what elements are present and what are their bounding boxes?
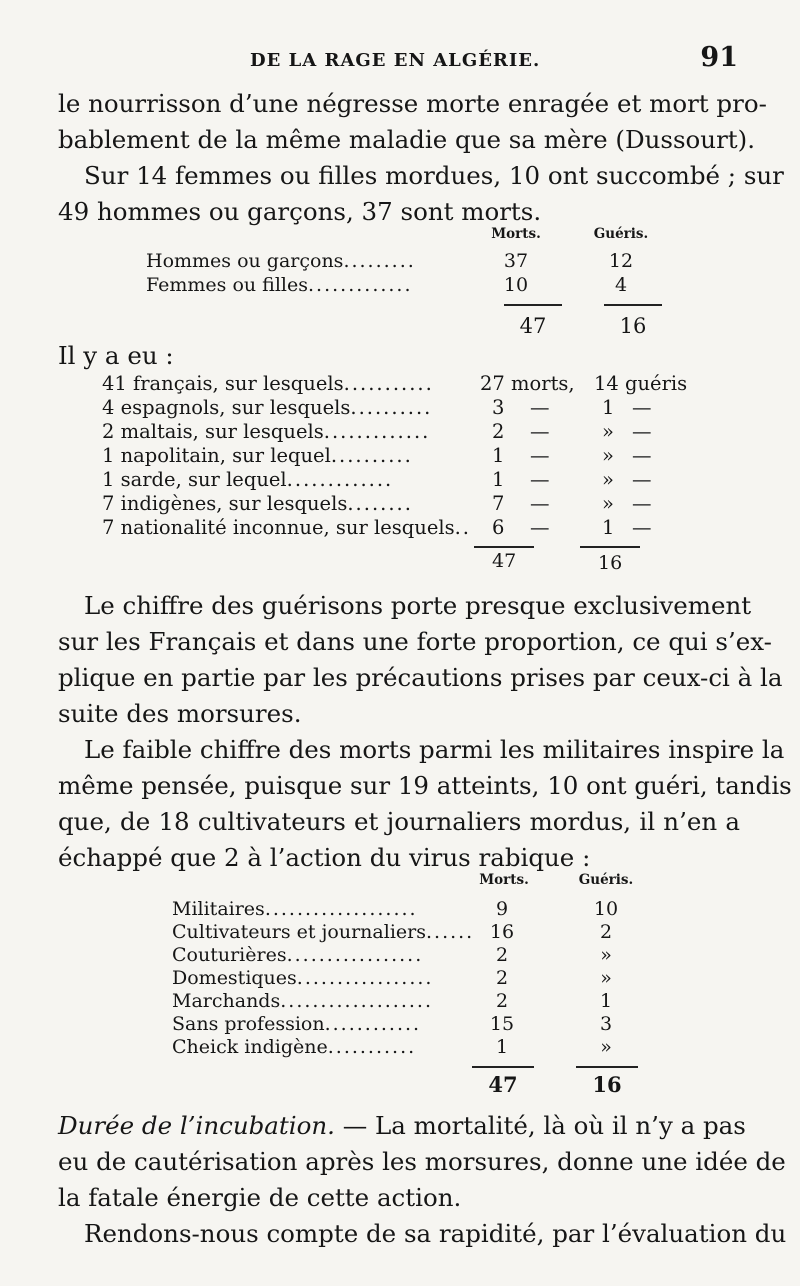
row-label: Militaires [172, 898, 265, 920]
total-morts: 47 [488, 1072, 518, 1097]
cell-gueris: » [602, 420, 614, 443]
table-row: Militaires................... 9 10 [172, 898, 652, 922]
total-rule [576, 1066, 638, 1068]
dash: — [632, 492, 652, 515]
dash: — [530, 516, 550, 539]
text-line: eu de cautérisation après les morsures, donne une idée de [58, 1147, 786, 1176]
cell-gueris: » [602, 468, 614, 491]
row-label: 7 indigènes, sur lesquels [102, 492, 348, 515]
row-label: Cheick indigène [172, 1036, 328, 1058]
table-row: 4 espagnols, sur lesquels.......... 3 — 1 — [102, 396, 652, 419]
cell-morts: 3 [492, 396, 505, 419]
cell-gueris: 1 [602, 396, 615, 419]
table-row: Marchands................... 2 1 [172, 990, 652, 1014]
total-rule [472, 1066, 534, 1068]
text-line: 49 hommes ou garçons, 37 sont morts. [58, 197, 542, 226]
row-label: Hommes ou garçons [146, 250, 344, 272]
table-row: 2 maltais, sur lesquels............. 2 — » — [102, 420, 652, 443]
row-label: Cultivateurs et journaliers [172, 921, 426, 943]
table-row: 7 nationalité inconnue, sur lesquels.. 6 — 1 — [102, 516, 652, 539]
cell-morts: 7 [492, 492, 505, 515]
cell-morts: 2 [492, 420, 505, 443]
cell-gueris: » [600, 1036, 612, 1058]
col-header-gueris: Guéris. [578, 872, 634, 888]
table-professions [172, 870, 652, 1100]
page-header [58, 42, 738, 82]
table-row: 41 français, sur lesquels........... 27 morts, 14 guéris [102, 372, 688, 395]
text-line: Sur 14 femmes ou filles mordues, 10 ont succombé ; sur [84, 161, 784, 190]
table-sex [146, 222, 666, 342]
cell-gueris: 1 [602, 516, 615, 539]
col-header-gueris: Guéris. [593, 226, 649, 242]
text-line: même pensée, puisque sur 19 atteints, 10 ont guéri, tandis [58, 771, 792, 800]
row-label: 1 sarde, sur lequel [102, 468, 287, 491]
text-span: — La mortalité, là où il n’y a pas [334, 1111, 746, 1140]
row-label: 41 français, sur lesquels [102, 372, 344, 395]
total-morts: 47 [492, 550, 517, 572]
total-gueris: 16 [592, 1072, 622, 1097]
dash: — [530, 420, 550, 443]
row-label: 7 nationalité inconnue, sur lesquels [102, 516, 455, 539]
text-line: suite des morsures. [58, 699, 302, 728]
row-label: Couturières [172, 944, 287, 966]
row-label: 4 espagnols, sur lesquels [102, 396, 351, 419]
row-label: Domestiques [172, 967, 297, 989]
cell-gueris: 12 [608, 250, 634, 272]
text-line: Le chiffre des guérisons porte presque exclusivement [84, 591, 752, 620]
col-header-morts: Morts. [479, 872, 529, 888]
text-line: la fatale énergie de cette action. [58, 1183, 462, 1212]
text-line: Il y a eu : [58, 341, 174, 370]
dash: — [632, 396, 652, 419]
table-nationalities [102, 372, 702, 572]
text-line: bablement de la même maladie que sa mère (Dussourt). [58, 125, 755, 154]
cell-morts: 6 [492, 516, 505, 539]
row-label: Marchands [172, 990, 281, 1012]
row-label: Sans profession [172, 1013, 325, 1035]
cell-gueris: 1 [599, 990, 613, 1012]
cell-gueris: 2 [599, 921, 613, 943]
section-heading: Durée de l’incubation. [58, 1111, 335, 1140]
table-row: 1 sarde, sur lequel............. 1 — » — [102, 468, 652, 491]
page-number: 91 [700, 42, 738, 73]
text-line: que, de 18 cultivateurs et journaliers mordus, il n’en a [58, 807, 740, 836]
cell-morts: 2 [495, 967, 509, 989]
table-row: Hommes ou garçons......... 37 12 [146, 250, 666, 274]
cell-morts: 15 [489, 1013, 515, 1035]
table-row: 1 napolitain, sur lequel.......... 1 — » — [102, 444, 652, 467]
table-row: Couturières................. 2 » [172, 944, 652, 968]
cell-gueris: 4 [614, 274, 628, 296]
dash: — [530, 492, 550, 515]
cell-morts: 10 [503, 274, 529, 296]
table-row: Cultivateurs et journaliers...... 16 2 [172, 921, 652, 945]
dash: — [632, 420, 652, 443]
total-rule [474, 546, 534, 548]
total-rule [504, 304, 562, 306]
cell-morts: 2 [495, 944, 509, 966]
text-line: échappé que 2 à l’action du virus rabique : [58, 843, 591, 872]
row-label: Femmes ou filles [146, 274, 308, 296]
text-line [58, 1108, 746, 1144]
running-title: DE LA RAGE EN ALGÉRIE. [250, 50, 541, 71]
total-rule [580, 546, 640, 548]
cell-morts: 16 [489, 921, 515, 943]
row-label: 1 napolitain, sur lequel [102, 444, 331, 467]
total-morts: 47 [519, 314, 547, 338]
cell-morts: 37 [503, 250, 529, 272]
table-row: 7 indigènes, sur lesquels........ 7 — » — [102, 492, 652, 515]
cell-gueris: » [602, 492, 614, 515]
text-line: Rendons-nous compte de sa rapidité, par l’évaluation du [84, 1219, 787, 1248]
table-row: Femmes ou filles............. 10 4 [146, 274, 666, 298]
cell-morts: 1 [492, 468, 505, 491]
text-line: plique en partie par les précautions prises par ceux-ci à la [58, 663, 783, 692]
text-line: le nourrisson d’une négresse morte enragée et mort pro- [58, 89, 767, 118]
dash: — [632, 468, 652, 491]
text-line: sur les Français et dans une forte proportion, ce qui s’ex- [58, 627, 772, 656]
table-row: Sans profession............ 15 3 [172, 1013, 652, 1037]
cell-gueris: 3 [599, 1013, 613, 1035]
row-label: 2 maltais, sur lesquels [102, 420, 324, 443]
cell-gueris: » [600, 944, 612, 966]
total-rule [604, 304, 662, 306]
dash: — [632, 516, 652, 539]
table-row: Domestiques................. 2 » [172, 967, 652, 991]
cell-morts: 1 [495, 1036, 509, 1058]
text-line: Le faible chiffre des morts parmi les militaires inspire la [84, 735, 785, 764]
dash: — [530, 444, 550, 467]
total-gueris: 16 [619, 314, 647, 338]
dash: — [632, 444, 652, 467]
table-row: Cheick indigène........... 1 » [172, 1036, 652, 1060]
cell-gueris: » [602, 444, 614, 467]
dash: — [530, 468, 550, 491]
dash: — [530, 396, 550, 419]
cell-morts: 1 [492, 444, 505, 467]
total-gueris: 16 [598, 552, 623, 574]
cell-morts: 27 morts, [480, 372, 575, 395]
cell-gueris: 10 [593, 898, 619, 920]
cell-morts: 2 [495, 990, 509, 1012]
cell-gueris: » [600, 967, 612, 989]
cell-gueris: 14 guéris [594, 372, 688, 395]
cell-morts: 9 [495, 898, 509, 920]
col-header-morts: Morts. [491, 226, 541, 242]
